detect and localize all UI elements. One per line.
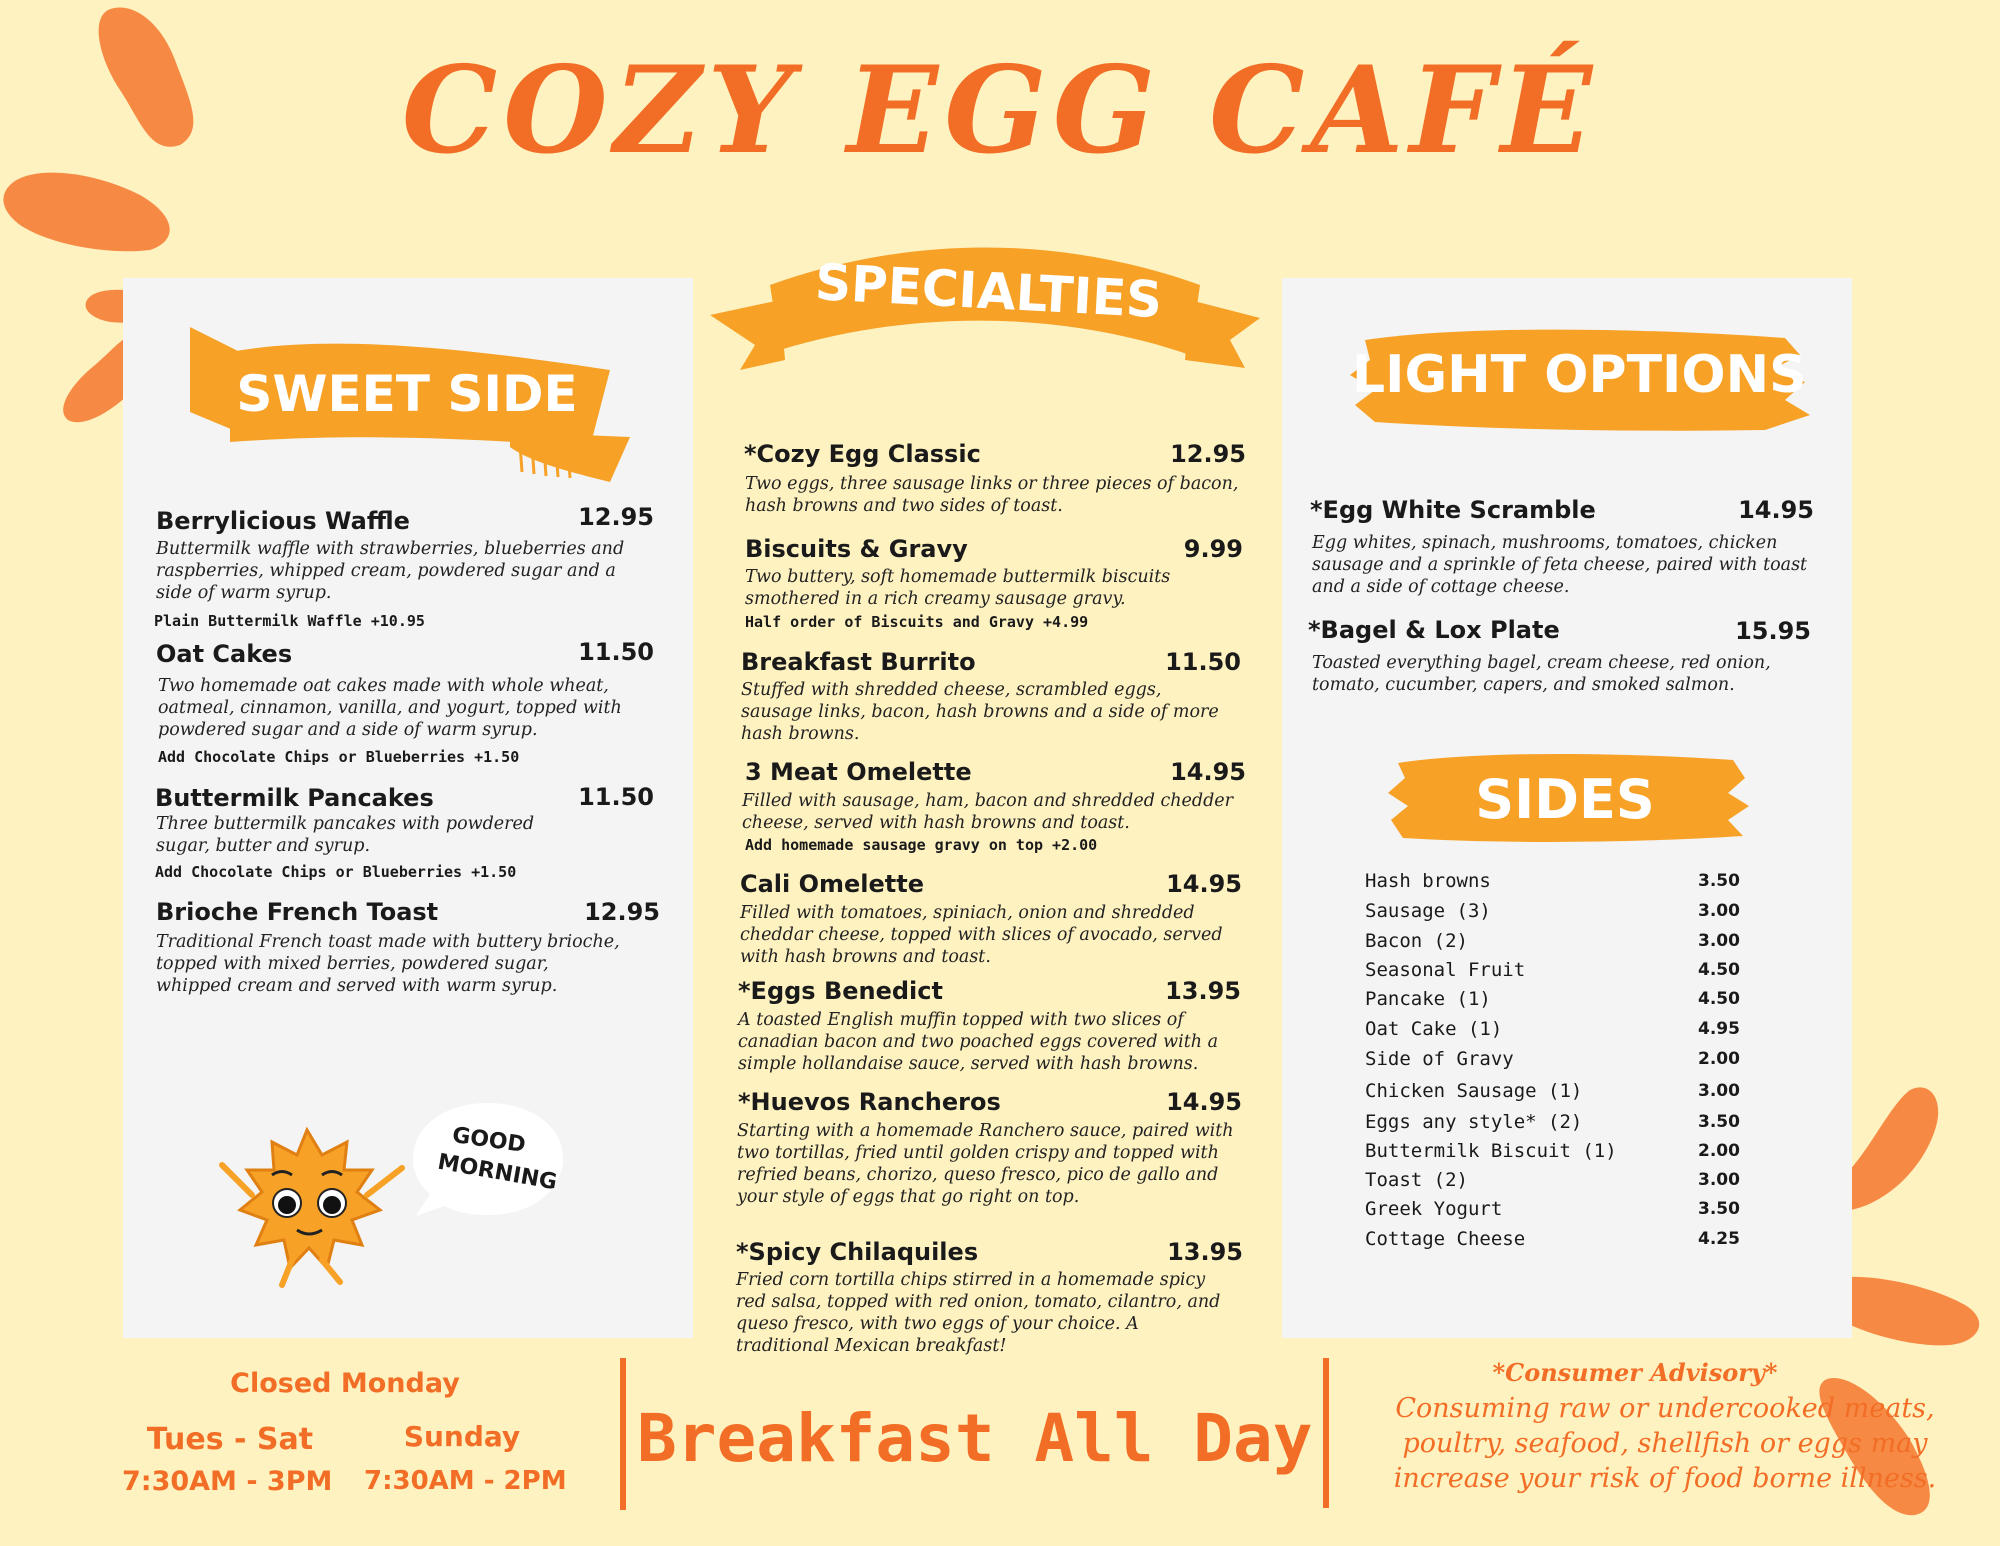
menu-item-name: Brioche French Toast	[156, 898, 439, 926]
consumer-advisory-title: *Consumer Advisory*	[1492, 1358, 1778, 1387]
side-item-price: 3.00	[1698, 901, 1740, 921]
side-item-name: Pancake (1)	[1365, 988, 1491, 1010]
speech-bubble-text-line2: MORNING	[435, 1149, 559, 1196]
menu-item-description: Toasted everything bagel, cream cheese, red onion, tomato, cucumber, capers, and smoked salmon.	[1312, 653, 1771, 695]
sunday-hours: 7:30AM - 2PM	[364, 1466, 567, 1496]
menu-item-description: Two eggs, three sausage links or three pieces of bacon, hash browns and two sides of toast.	[745, 474, 1239, 516]
menu-item-description: Starting with a homemade Ranchero sauce, paired with two tortillas, fried until golden crispy and topped with refried beans, chorizo, queso fresco, pico de gallo and your style of eggs that go right on top.	[737, 1121, 1234, 1207]
menu-item-description: Stuffed with shredded cheese, scrambled eggs, sausage links, bacon, hash browns and a side of more hash browns.	[741, 680, 1219, 744]
menu-item-name: Buttermilk Pancakes	[155, 784, 434, 812]
footer-divider-right	[1323, 1358, 1329, 1508]
menu-item-price: 14.95	[1738, 496, 1814, 524]
menu-item-description: Filled with sausage, ham, bacon and shredded chedder cheese, served with hash browns and toast.	[742, 791, 1234, 833]
cafe-title: COZY EGG CAFÉ	[401, 40, 1599, 181]
side-item-name: Eggs any style* (2)	[1365, 1111, 1583, 1133]
menu-item-price: 12.95	[1170, 440, 1246, 468]
side-item-name: Seasonal Fruit	[1365, 959, 1526, 981]
side-item-price: 3.50	[1698, 871, 1740, 891]
weekday-label: Tues - Sat	[146, 1422, 314, 1457]
menu-item-name: Cali Omelette	[740, 870, 925, 898]
menu-item-name: 3 Meat Omelette	[745, 758, 972, 786]
side-item-price: 4.50	[1698, 960, 1740, 980]
light-options-heading: LIGHT OPTIONS	[1352, 345, 1807, 405]
menu-item-description: Egg whites, spinach, mushrooms, tomatoes, chicken sausage and a sprinkle of feta cheese, paired with toast and a side of cottage cheese.	[1312, 533, 1808, 597]
menu-item-price: 11.50	[578, 783, 654, 811]
consumer-advisory-line: poultry, seafood, shellfish or eggs may	[1402, 1428, 1928, 1459]
side-item-price: 4.95	[1698, 1019, 1740, 1039]
speech-bubble-text-line1: GOOD	[450, 1122, 528, 1159]
menu-item-addon: Add Chocolate Chips or Blueberries +1.50	[155, 863, 517, 881]
side-item-name: Chicken Sausage (1)	[1365, 1080, 1583, 1102]
side-item-name: Side of Gravy	[1365, 1048, 1514, 1070]
menu-item-name: *Bagel & Lox Plate	[1308, 616, 1560, 644]
sides-heading: SIDES	[1475, 768, 1655, 831]
menu-item-name: Berrylicious Waffle	[156, 507, 410, 535]
menu-item-description: Two homemade oat cakes made with whole wheat, oatmeal, cinnamon, vanilla, and yogurt, topped with powdered sugar and a side of warm syrup.	[158, 676, 622, 740]
side-item-name: Oat Cake (1)	[1365, 1018, 1503, 1040]
menu-item-price: 13.95	[1167, 1238, 1243, 1266]
menu-item-name: *Huevos Rancheros	[738, 1088, 1001, 1116]
menu-item-addon: Half order of Biscuits and Gravy +4.99	[745, 613, 1089, 631]
side-item-price: 4.50	[1698, 989, 1740, 1009]
menu-item-description: Filled with tomatoes, spiniach, onion and shredded cheddar cheese, topped with slices of avocado, served with hash browns and toast.	[740, 903, 1223, 967]
menu-item-price: 9.99	[1183, 535, 1243, 563]
menu-item-description: A toasted English muffin topped with two slices of canadian bacon and two poached eggs covered with a simple hollandaise sauce, served with hash browns.	[738, 1010, 1219, 1074]
side-item-price: 3.50	[1698, 1199, 1740, 1219]
menu-item-name: *Spicy Chilaquiles	[736, 1238, 979, 1266]
side-item-name: Sausage (3)	[1365, 900, 1491, 922]
menu-item-description: Three buttermilk pancakes with powdered sugar, butter and syrup.	[156, 814, 535, 856]
menu-item-name: Oat Cakes	[156, 640, 293, 668]
menu-item-description: Traditional French toast made with buttery brioche, topped with mixed berries, powdered sugar, whipped cream and served with warm syrup.	[156, 932, 620, 996]
side-item-name: Greek Yogurt	[1365, 1198, 1503, 1220]
weekday-hours: 7:30AM - 3PM	[122, 1466, 333, 1497]
side-item-price: 3.00	[1698, 1081, 1740, 1101]
side-item-price: 2.00	[1698, 1049, 1740, 1069]
side-item-price: 3.00	[1698, 931, 1740, 951]
side-item-name: Toast (2)	[1365, 1169, 1468, 1191]
menu-item-price: 11.50	[1165, 648, 1241, 676]
side-item-name: Cottage Cheese	[1365, 1228, 1526, 1250]
side-item-price: 4.25	[1698, 1229, 1740, 1249]
breakfast-all-day-tagline: Breakfast All Day	[637, 1400, 1313, 1477]
consumer-advisory-line: Consuming raw or undercooked meats,	[1395, 1393, 1935, 1424]
closed-day-text: Closed Monday	[230, 1368, 460, 1399]
sunday-label: Sunday	[403, 1420, 521, 1453]
side-item-price: 3.50	[1698, 1112, 1740, 1132]
side-item-name: Bacon (2)	[1365, 930, 1468, 952]
menu-item-price: 14.95	[1166, 1088, 1242, 1116]
menu-item-price: 14.95	[1166, 870, 1242, 898]
menu-item-name: *Eggs Benedict	[738, 977, 943, 1005]
footer-divider-left	[620, 1358, 626, 1510]
menu-item-addon: Plain Buttermilk Waffle +10.95	[154, 612, 425, 630]
menu-item-price: 13.95	[1165, 977, 1241, 1005]
menu-item-name: *Egg White Scramble	[1310, 496, 1596, 524]
menu-item-price: 11.50	[578, 638, 654, 666]
menu-item-price: 12.95	[584, 898, 660, 926]
menu-item-name: *Cozy Egg Classic	[744, 440, 981, 468]
menu-item-description: Fried corn tortilla chips stirred in a homemade spicy red salsa, topped with red onion, tomato, cilantro, and queso fresco, with two eggs of your choice. A traditional Mexican breakfast!	[736, 1270, 1221, 1356]
menu-item-name: Breakfast Burrito	[741, 648, 976, 676]
consumer-advisory-line: increase your risk of food borne illness.	[1393, 1463, 1937, 1494]
sweet-side-heading: SWEET SIDE	[236, 365, 578, 423]
side-item-price: 2.00	[1698, 1141, 1740, 1161]
specialties-heading: SPECIALTIES	[813, 253, 1164, 330]
menu-item-price: 14.95	[1170, 758, 1246, 786]
side-item-name: Hash browns	[1365, 870, 1491, 892]
side-item-price: 3.00	[1698, 1170, 1740, 1190]
menu-item-addon: Add homemade sausage gravy on top +2.00	[745, 836, 1098, 854]
menu-item-addon: Add Chocolate Chips or Blueberries +1.50	[158, 748, 520, 766]
menu-item-description: Two buttery, soft homemade buttermilk biscuits smothered in a rich creamy sausage gravy.	[745, 567, 1171, 609]
side-item-name: Buttermilk Biscuit (1)	[1365, 1140, 1617, 1162]
sun-mascot-icon	[212, 1120, 412, 1290]
menu-item-price: 15.95	[1735, 617, 1811, 645]
menu-item-price: 12.95	[578, 503, 654, 531]
menu-item-name: Biscuits & Gravy	[745, 535, 968, 563]
menu-item-description: Buttermilk waffle with strawberries, blueberries and raspberries, whipped cream, powdered sugar and a side of warm syrup.	[156, 539, 625, 603]
